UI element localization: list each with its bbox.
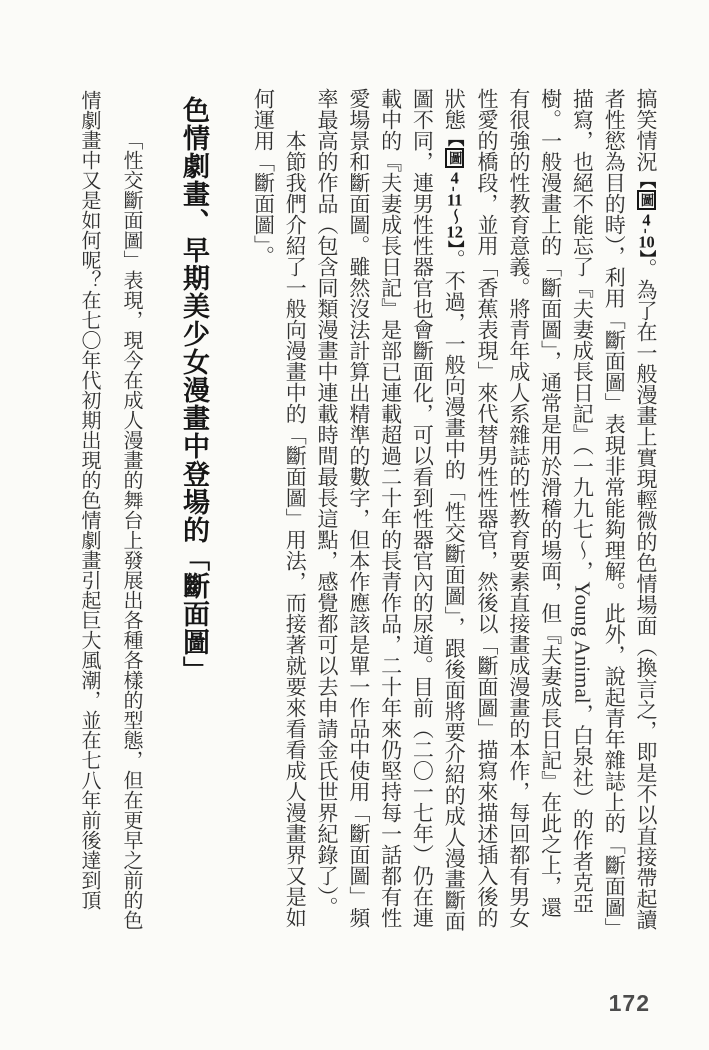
section-heading: 色情劇畫、早期美少女漫畫中登場的「斷面圖」 (179, 96, 209, 684)
figure-number: 4 (450, 169, 459, 187)
figure-number: 4 (642, 211, 651, 229)
paragraph: 搞笑情況【圖4-10】。為了在一般漫畫上實現輕微的色情場面（換言之，即是不以直接帶起讀者性慾為目的時），利用「斷面圖」表現非常能夠理解。此外，說起青年雜誌上的「斷面圖」描寫，也絕不能忘了『夫妻成長日記』（一九九七～，Young Animal，白泉社）的作者克亞樹。一般漫畫上的「斷面圖」，通常是用於滑稽的場面，但『夫妻成長日記』在此之上，還有很強的性教育意義。將青年成人系雜誌的性教育要素直接畫成漫畫的本作，每回都有男女性愛的橋段，並用「香蕉表現」來代替男性性器官，然後以「斷面圖」描寫來描述插入後的狀態【圖4-11～12】。不過，一般向漫畫中的「性交斷面圖」，跟後面將要介紹的成人漫畫斷面圖不同，連男性性器官也會斷面化，可以看到性器官內的尿道。目前（二〇一七年）仍在連載中的『夫妻成長日記』是部已連載超過二十年的長青作品，二十年來仍堅持每一話都有性愛場景和斷面圖。雖然沒法計算出精準的數字，但本作應該是單一作品中使用「斷面圖」頻率最高的作品（包含同類漫畫中連載時間最長這點，感覺都可以去申請金氏世界紀錄了）。 (315, 88, 658, 932)
paragraph: 「性交斷面圖」表現，現今在成人漫畫的舞台上發展出各種各樣的型態，但在更早之前的色情劇畫中又是如何呢？在七〇年代初期出現的色情劇畫引起巨大風潮，並在七八年前後達到頂 (78, 90, 142, 930)
figure-box-icon: 圖 (445, 148, 464, 167)
section2-text-block (68, 90, 152, 938)
paragraph: 本節我們介紹了一般向漫畫中的「斷面圖」用法，而接著就要來看看成人漫畫界又是如何運用「斷面圖」。 (251, 88, 308, 928)
main-text-block (247, 88, 662, 936)
page-number: 172 (608, 990, 650, 1016)
figure-box-icon: 圖 (637, 190, 656, 209)
figure-reference: 【圖4-11～12】 (445, 130, 465, 249)
figure-number: 11 (446, 191, 463, 209)
figure-number: 12 (446, 224, 463, 241)
figure-reference: 【圖4-10】 (637, 172, 656, 259)
figure-number: 10 (638, 233, 655, 251)
